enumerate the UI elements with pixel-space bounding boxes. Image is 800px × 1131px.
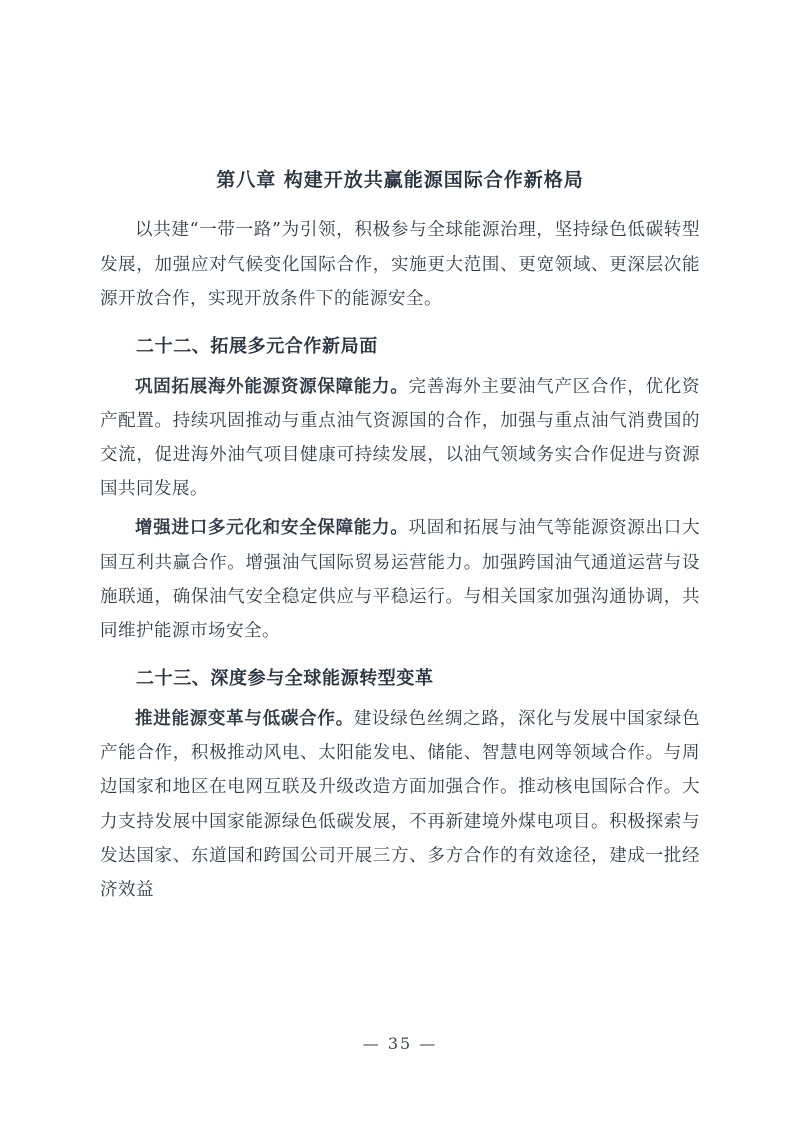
paragraph-body: 巩固和拓展与油气等能源资源出口大国互利共赢合作。增强油气国际贸易运营能力。加强跨国油气通道运营与设施联通，确保油气安全稳定供应与平稳运行。与相关国家加强沟通协调，共同维护能源市场安全。 [100, 518, 700, 641]
paragraph-lead: 推进能源变革与低碳合作。 [135, 709, 354, 730]
paragraph-22-1 [100, 370, 700, 507]
section-heading-22: 二十二、拓展多元合作新局面 [136, 335, 378, 357]
section-heading-23: 二十三、深度参与全球能源转型变革 [136, 667, 434, 689]
paragraph-22-2 [100, 511, 700, 648]
paragraph-body: 建设绿色丝绸之路，深化与发展中国家绿色产能合作，积极推动风电、太阳能发电、储能、智慧电网等领域合作。与周边国家和地区在电网互联及升级改造方面加强合作。推动核电国际合作。大力支持发展中国家能源绿色低碳发展，不再新建境外煤电项目。积极探索与发达国家、东道国和跨国公司开展三方、多方合作的有效途径，建成一批经济效益 [100, 709, 701, 900]
page-title: 第八章 构建开放共赢能源国际合作新格局 [216, 169, 584, 191]
paragraph-23-1 [100, 702, 700, 907]
intro-paragraph: 以共建“一带一路”为引领，积极参与全球能源治理，坚持绿色低碳转型发展，加强应对气候变化国际合作，实施更大范围、更宽领域、更深层次能源开放合作，实现开放条件下的能源安全。 [100, 220, 700, 309]
paragraph-lead: 巩固拓展海外能源资源保障能力。 [135, 376, 409, 397]
paragraph-lead: 增强进口多元化和安全保障能力。 [135, 518, 409, 539]
page-number: — 35 — [362, 1034, 438, 1053]
paragraph-body: 完善海外主要油气产区合作，优化资产配置。持续巩固推动与重点油气资源国的合作，加强与重点油气消费国的交流，促进海外油气项目健康可持续发展，以油气领域务实合作促进与资源国共同发展。 [100, 376, 700, 500]
